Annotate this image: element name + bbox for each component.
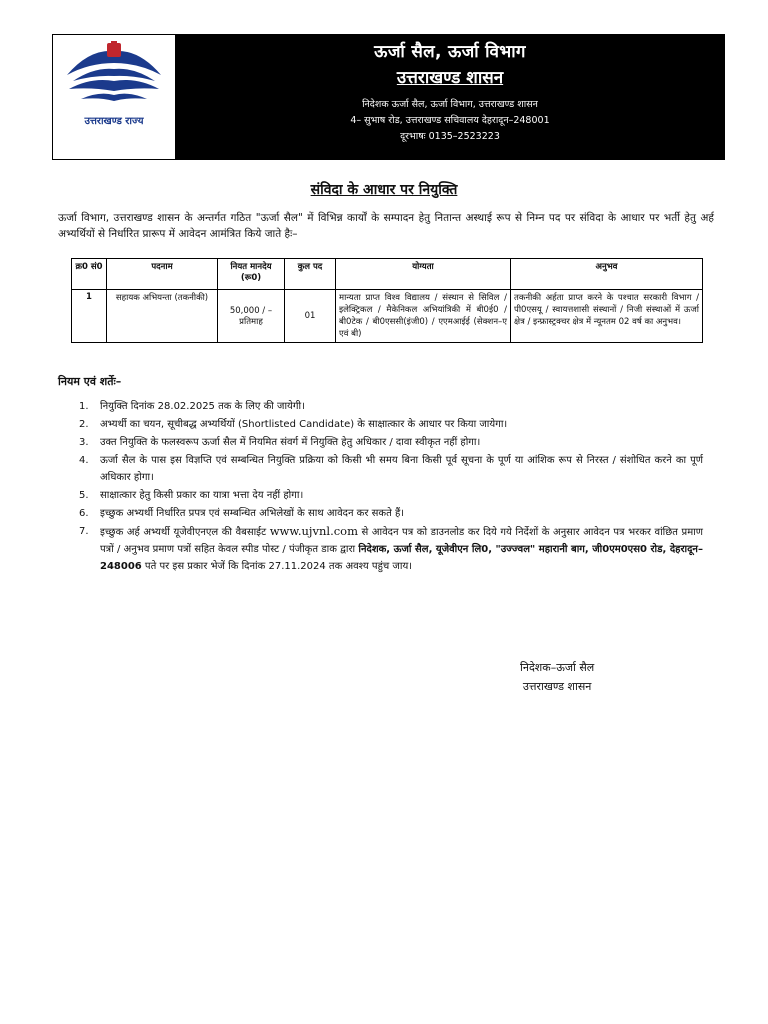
col-header-pay: नियत मानदेय (रू0) (218, 259, 285, 290)
website-link[interactable]: www.ujvnl.com (269, 524, 358, 538)
table-header-row (72, 259, 703, 290)
list-item: 2. अभ्यर्थी का चयन, सूचीबद्ध अभ्यर्थियों (Shortlisted Candidate) के साक्षात्कार के आधार पर किया जायेगा। (58, 416, 703, 433)
col-header-post: पदनाम (107, 259, 218, 290)
rule7-part2: से आवेदन पत्र को डाउनलोड कर दिये गये निर्देशों के अनुसार आवेदन पत्र भरकर वांछित प्रमाण पत्रों / अनुभव प्रमाण पत्रों सहित केवल स्पीड पोस्ट / पंजीकृत डाक द्वारा (100, 527, 704, 555)
rule-text: साक्षात्कार हेतु किसी प्रकार का यात्रा भत्ता देय नहीं होगा। (100, 490, 304, 501)
phone-line: दूरभाषः 0135–2523223 (400, 131, 500, 142)
rule-text: उक्त नियुक्ति के फलस्वरूप ऊर्जा सैल में नियमित संवर्ग में नियुक्ति हेतु अधिकार / दावा स्वीकृत नहीं होगा। (100, 437, 481, 448)
intro-paragraph: ऊर्जा विभाग, उत्तराखण्ड शासन के अन्तर्गत गठित "ऊर्जा सैल" में विभिन्न कार्यों के सम्पादन हेतु नितान्त अस्थाई रूप से निम्न पद पर संविदा के आधार पर भर्ती हेतु अर्ह अभ्यर्थियों से निर्धारित प्रारूप में आवेदन आमंत्रित किये जाते हैः– (58, 212, 714, 240)
list-item: 4. ऊर्जा सैल के पास इस विज्ञप्ति एवं सम्बन्धित नियुक्ति प्रक्रिया को किसी भी समय बिना किसी पूर्व सूचना के पूर्ण या आंशिक रूप से निरस्त / संशोधित करने का पूर्ण अधिकार होगा। (58, 452, 703, 486)
cell-post: सहायक अभियन्ता (तकनीकी) (107, 290, 218, 343)
logo-caption: उत्तराखण्ड राज्य (84, 116, 144, 127)
office-title: ऊर्जा सैल, ऊर्जा विभाग (374, 42, 526, 62)
signatory-office: उत्तराखण्ड शासन (522, 680, 592, 693)
uttarakhand-emblem-icon (59, 41, 169, 111)
rule-text: इच्छुक अभ्यर्थी निर्धारित प्रपत्र एवं सम्बन्धित अभिलेखों के साथ आवेदन कर सकते हैं। (100, 508, 405, 519)
col-header-experience: अनुभव (511, 259, 703, 290)
col-header-sno: क्र0 सं0 (72, 259, 107, 290)
col-header-count: कुल पद (285, 259, 336, 290)
signature-block (520, 658, 594, 696)
cell-qualification: मान्यता प्राप्त विश्व विद्यालय / संस्थान से सिविल / इलेक्ट्रिकल / मैकेनिकल अभियांत्रिकी में बी0ई0 / बी0टेक / बी0एससी(इंजी0) / एएमआईई (सेक्शन–ए एवं बी) (336, 290, 511, 343)
cell-sno: 1 (72, 290, 107, 343)
rules-list (58, 398, 703, 576)
letterhead (52, 34, 725, 160)
list-item: 3. उक्त नियुक्ति के फलस्वरूप ऊर्जा सैल में नियमित संवर्ग में नियुक्ति हेतु अधिकार / दावा स्वीकृत नहीं होगा। (58, 434, 703, 451)
signatory-title: निदेशक–ऊर्जा सैल (520, 661, 595, 674)
rule-text: अभ्यर्थी का चयन, सूचीबद्ध अभ्यर्थियों (Shortlisted Candidate) के साक्षात्कार के आधार पर किया जायेगा। (100, 419, 508, 430)
header-band (176, 35, 724, 159)
postal-address: निदेशक, ऊर्जा सैल, यूजेवीएन लि0, "उज्ज्वल" महारानी बाग, जी0एम0एस0 रोड, देहरादून–248006 (100, 544, 703, 572)
rule7-part1: इच्छुक अर्ह अभ्यर्थी यूजेवीएनएल की वैबसाईट (100, 527, 270, 538)
rule-text: नियुक्ति दिनांक 28.02.2025 तक के लिए की जायेगी। (100, 401, 305, 412)
rules-title: नियम एवं शर्तेः– (58, 375, 122, 388)
address-line-2: 4– सुभाष रोड, उत्तराखण्ड सचिवालय देहरादून–248001 (350, 115, 550, 126)
rule7-part3: पते पर इस प्रकार भेजें कि दिनांक 27.11.2024 तक अवश्य पहुंच जाय। (141, 561, 413, 572)
list-item: 6. इच्छुक अभ्यर्थी निर्धारित प्रपत्र एवं सम्बन्धित अभिलेखों के साथ आवेदन कर सकते हैं। (58, 505, 703, 522)
state-logo (53, 35, 176, 159)
list-item: 5. साक्षात्कार हेतु किसी प्रकार का यात्रा भत्ता देय नहीं होगा। (58, 487, 703, 504)
rule-text: ऊर्जा सैल के पास इस विज्ञप्ति एवं सम्बन्धित नियुक्ति प्रक्रिया को किसी भी समय बिना किसी पूर्व सूचना के पूर्ण या आंशिक रूप से निरस्त / संशोधित करने का पूर्ण अधिकार होगा। (100, 455, 703, 483)
page-heading: संविदा के आधार पर नियुक्ति (310, 182, 458, 198)
cell-experience: तकनीकी अर्हता प्राप्त करने के पश्चात सरकारी विभाग / पी0एसयू / स्वायत्तशासी संस्थानों / निजी संस्थाओं में ऊर्जा क्षेत्र / इन्फ्रास्ट्रक्चर क्षेत्र में न्यूनतम 02 वर्ष का अनुभव। (511, 290, 703, 343)
cell-pay: 50,000 / – प्रतिमाह (218, 290, 285, 343)
address-line-1: निदेशक ऊर्जा सैल, ऊर्जा विभाग, उत्तराखण्ड शासन (362, 99, 538, 110)
list-item: 7. इच्छुक अर्ह अभ्यर्थी यूजेवीएनएल की वैबसाईट www.ujvnl.com से आवेदन पत्र को डाउनलोड कर दिये गये निर्देशों के अनुसार आवेदन पत्र भरकर वांछित प्रमाण पत्रों / अनुभव प्रमाण पत्रों सहित केवल स्पीड पोस्ट / पंजीकृत डाक द्वारा निदेशक, ऊर्जा सैल, यूजेवीएन लि0, "उज्ज्वल" महारानी बाग, जी0एम0एस0 रोड, देहरादून–248006 पते पर इस प्रकार भेजें कि दिनांक 27.11.2024 तक अवश्य पहुंच जाय। (58, 523, 703, 575)
posts-table (71, 258, 703, 343)
cell-count: 01 (285, 290, 336, 343)
col-header-qualification: योग्यता (336, 259, 511, 290)
office-subtitle: उत्तराखण्ड शासन (396, 68, 504, 88)
table-row (72, 290, 703, 343)
list-item: 1. नियुक्ति दिनांक 28.02.2025 तक के लिए की जायेगी। (58, 398, 703, 415)
rule-text-7 (100, 523, 703, 575)
